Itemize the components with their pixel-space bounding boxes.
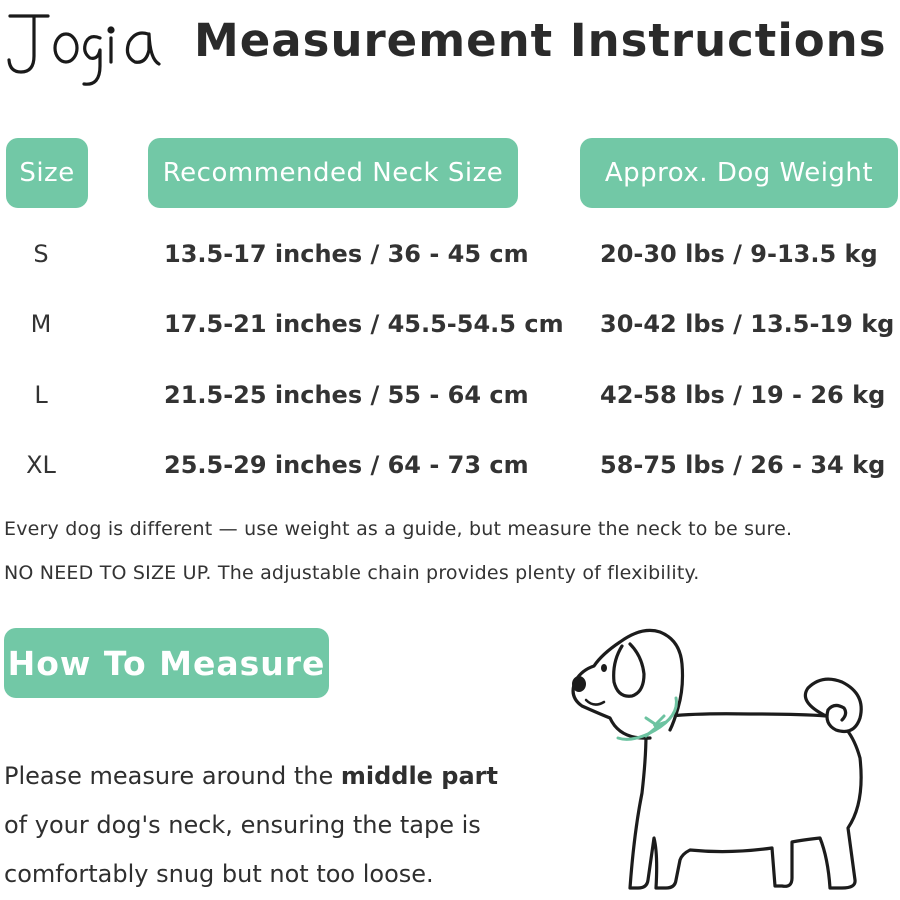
neck-size-cell: 21.5-25 inches / 55 - 64 cm xyxy=(164,381,529,409)
dog-weight-cell: 20-30 lbs / 9-13.5 kg xyxy=(600,240,878,268)
neck-size-cell: 13.5-17 inches / 36 - 45 cm xyxy=(164,240,529,268)
size-cell: XL xyxy=(26,451,56,479)
measure-instructions xyxy=(4,752,504,899)
sizing-note: Every dog is different — use weight as a guide, but measure the neck to be sure. xyxy=(4,518,793,540)
size-column-header: Size xyxy=(6,138,88,208)
dog-weight-cell: 42-58 lbs / 19 - 26 kg xyxy=(600,381,886,409)
dog-illustration-icon xyxy=(530,618,900,898)
size-cell: L xyxy=(34,381,48,409)
instructions-text-end: of your dog's neck, ensuring the tape is comfortably snug but not too loose. xyxy=(4,811,481,888)
instructions-text-start: Please measure around the xyxy=(4,762,341,790)
dog-weight-cell: 30-42 lbs / 13.5-19 kg xyxy=(600,310,895,338)
size-cell: M xyxy=(30,310,52,338)
neck-size-cell: 17.5-21 inches / 45.5-54.5 cm xyxy=(164,310,564,338)
neck-size-cell: 25.5-29 inches / 64 - 73 cm xyxy=(164,451,529,479)
page-title: Measurement Instructions xyxy=(194,14,887,67)
dog-weight-cell: 58-75 lbs / 26 - 34 kg xyxy=(600,451,886,479)
neck-size-column-header: Recommended Neck Size xyxy=(148,138,518,208)
size-cell: S xyxy=(33,240,49,268)
how-to-measure-heading: How To Measure xyxy=(4,628,329,698)
instructions-emphasis: middle part xyxy=(340,762,498,790)
brand-logo xyxy=(4,4,164,94)
dog-weight-column-header: Approx. Dog Weight xyxy=(580,138,898,208)
size-up-note: NO NEED TO SIZE UP. The adjustable chain provides plenty of flexibility. xyxy=(4,562,700,584)
